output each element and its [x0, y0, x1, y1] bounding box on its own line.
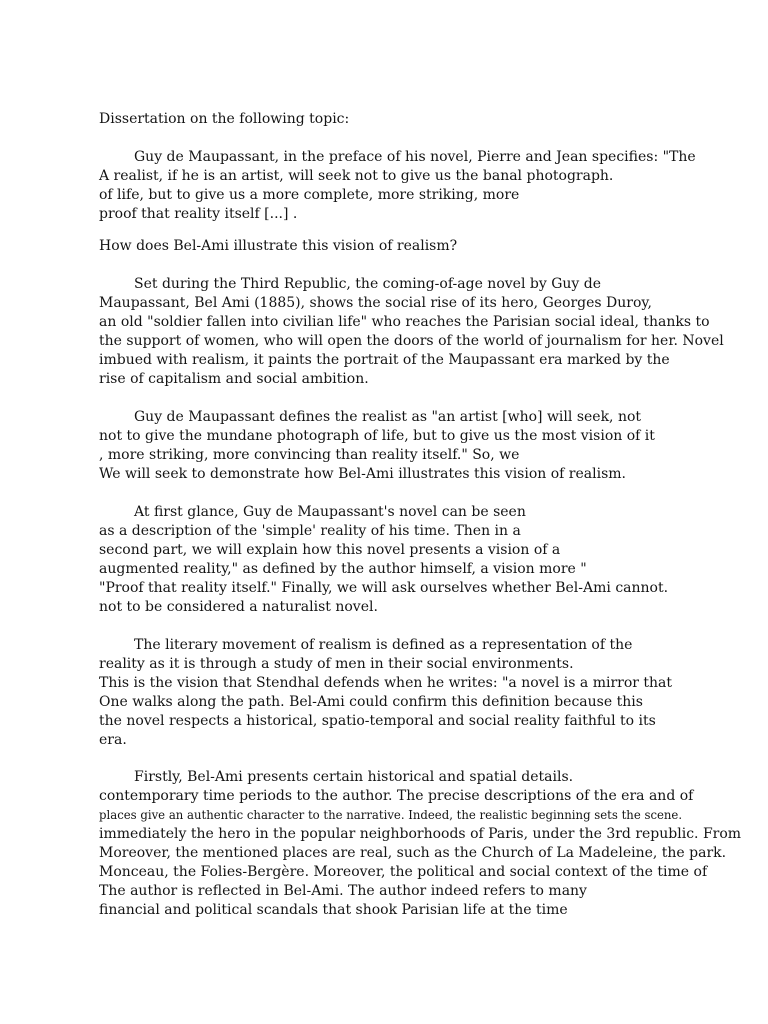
- paragraph-line: the novel respects a historical, spatio-temporal and social reality faithful to its: [99, 713, 656, 729]
- paragraph-line: At first glance, Guy de Maupassant's novel can be seen: [134, 504, 526, 520]
- quote-line: of life, but to give us a more complete, more striking, more: [99, 187, 520, 203]
- paragraph-line: era.: [99, 732, 127, 748]
- paragraph-line: Guy de Maupassant defines the realist as "an artist [who] will seek, not: [134, 409, 642, 425]
- paragraph-line: "Proof that reality itself." Finally, we will ask ourselves whether Bel-Ami cannot.: [99, 580, 669, 596]
- paragraph-line: Firstly, Bel-Ami presents certain historical and spatial details.: [134, 769, 574, 785]
- paragraph-line: as a description of the 'simple' reality of his time. Then in a: [99, 523, 521, 539]
- paragraph-line: immediately the hero in the popular neighborhoods of Paris, under the 3rd republic. From: [99, 826, 742, 842]
- quote-line: A realist, if he is an artist, will seek not to give us the banal photograph.: [99, 168, 614, 184]
- paragraph-line: Moreover, the mentioned places are real, such as the Church of La Madeleine, the park.: [99, 845, 727, 861]
- paragraph-line: Monceau, the Folies-Bergère. Moreover, the political and social context of the time of: [99, 864, 708, 880]
- paragraph-line: , more striking, more convincing than reality itself." So, we: [99, 447, 520, 463]
- topic-quote: [99, 148, 729, 224]
- paragraph-line: reality as it is through a study of men in their social environments.: [99, 656, 574, 672]
- paragraph-line: This is the vision that Stendhal defends when he writes: "a novel is a mirror that: [99, 675, 673, 691]
- paragraph-line: Set during the Third Republic, the coming-of-age novel by Guy de: [134, 276, 601, 292]
- paragraph-line: One walks along the path. Bel-Ami could confirm this definition because this: [99, 694, 643, 710]
- topic-question: How does Bel-Ami illustrate this vision of realism?: [99, 238, 458, 254]
- paragraph-line: second part, we will explain how this novel presents a vision of a: [99, 542, 561, 558]
- paragraph-plan: [99, 503, 729, 617]
- paragraph-realism-movement: [99, 636, 729, 750]
- paragraph-line: contemporary time periods to the author. The precise descriptions of the era and of: [99, 788, 694, 804]
- paragraph-line: Maupassant, Bel Ami (1885), shows the social rise of its hero, Georges Duroy,: [99, 295, 652, 311]
- paragraph-definition: [99, 408, 729, 484]
- document-body: [99, 110, 742, 920]
- dissertation-heading: Dissertation on the following topic:: [99, 111, 350, 127]
- paragraph-historical-details: [99, 768, 742, 920]
- paragraph-line: rise of capitalism and social ambition.: [99, 371, 369, 387]
- paragraph-line: The literary movement of realism is defined as a representation of the: [134, 637, 633, 653]
- quote-line: proof that reality itself [...] .: [99, 206, 298, 222]
- paragraph-line: an old "soldier fallen into civilian life" who reaches the Parisian social ideal, thanks to: [99, 314, 710, 330]
- paragraph-line: augmented reality," as defined by the author himself, a vision more ": [99, 561, 587, 577]
- paragraph-line: financial and political scandals that shook Parisian life at the time: [99, 902, 568, 918]
- paragraph-line: not to give the mundane photograph of life, but to give us the most vision of it: [99, 428, 655, 444]
- paragraph-line: places give an authentic character to the narrative. Indeed, the realistic beginning sets the scene.: [99, 808, 683, 822]
- paragraph-line: the support of women, who will open the doors of the world of journalism for her. Novel: [99, 333, 724, 349]
- quote-line: Guy de Maupassant, in the preface of his novel, Pierre and Jean specifies: "The: [134, 149, 696, 165]
- paragraph-line: We will seek to demonstrate how Bel-Ami illustrates this vision of realism.: [99, 466, 626, 482]
- paragraph-line: not to be considered a naturalist novel.: [99, 599, 378, 615]
- paragraph-introduction: [99, 275, 729, 389]
- paragraph-line: The author is reflected in Bel-Ami. The author indeed refers to many: [99, 883, 587, 899]
- paragraph-line: imbued with realism, it paints the portrait of the Maupassant era marked by the: [99, 352, 670, 368]
